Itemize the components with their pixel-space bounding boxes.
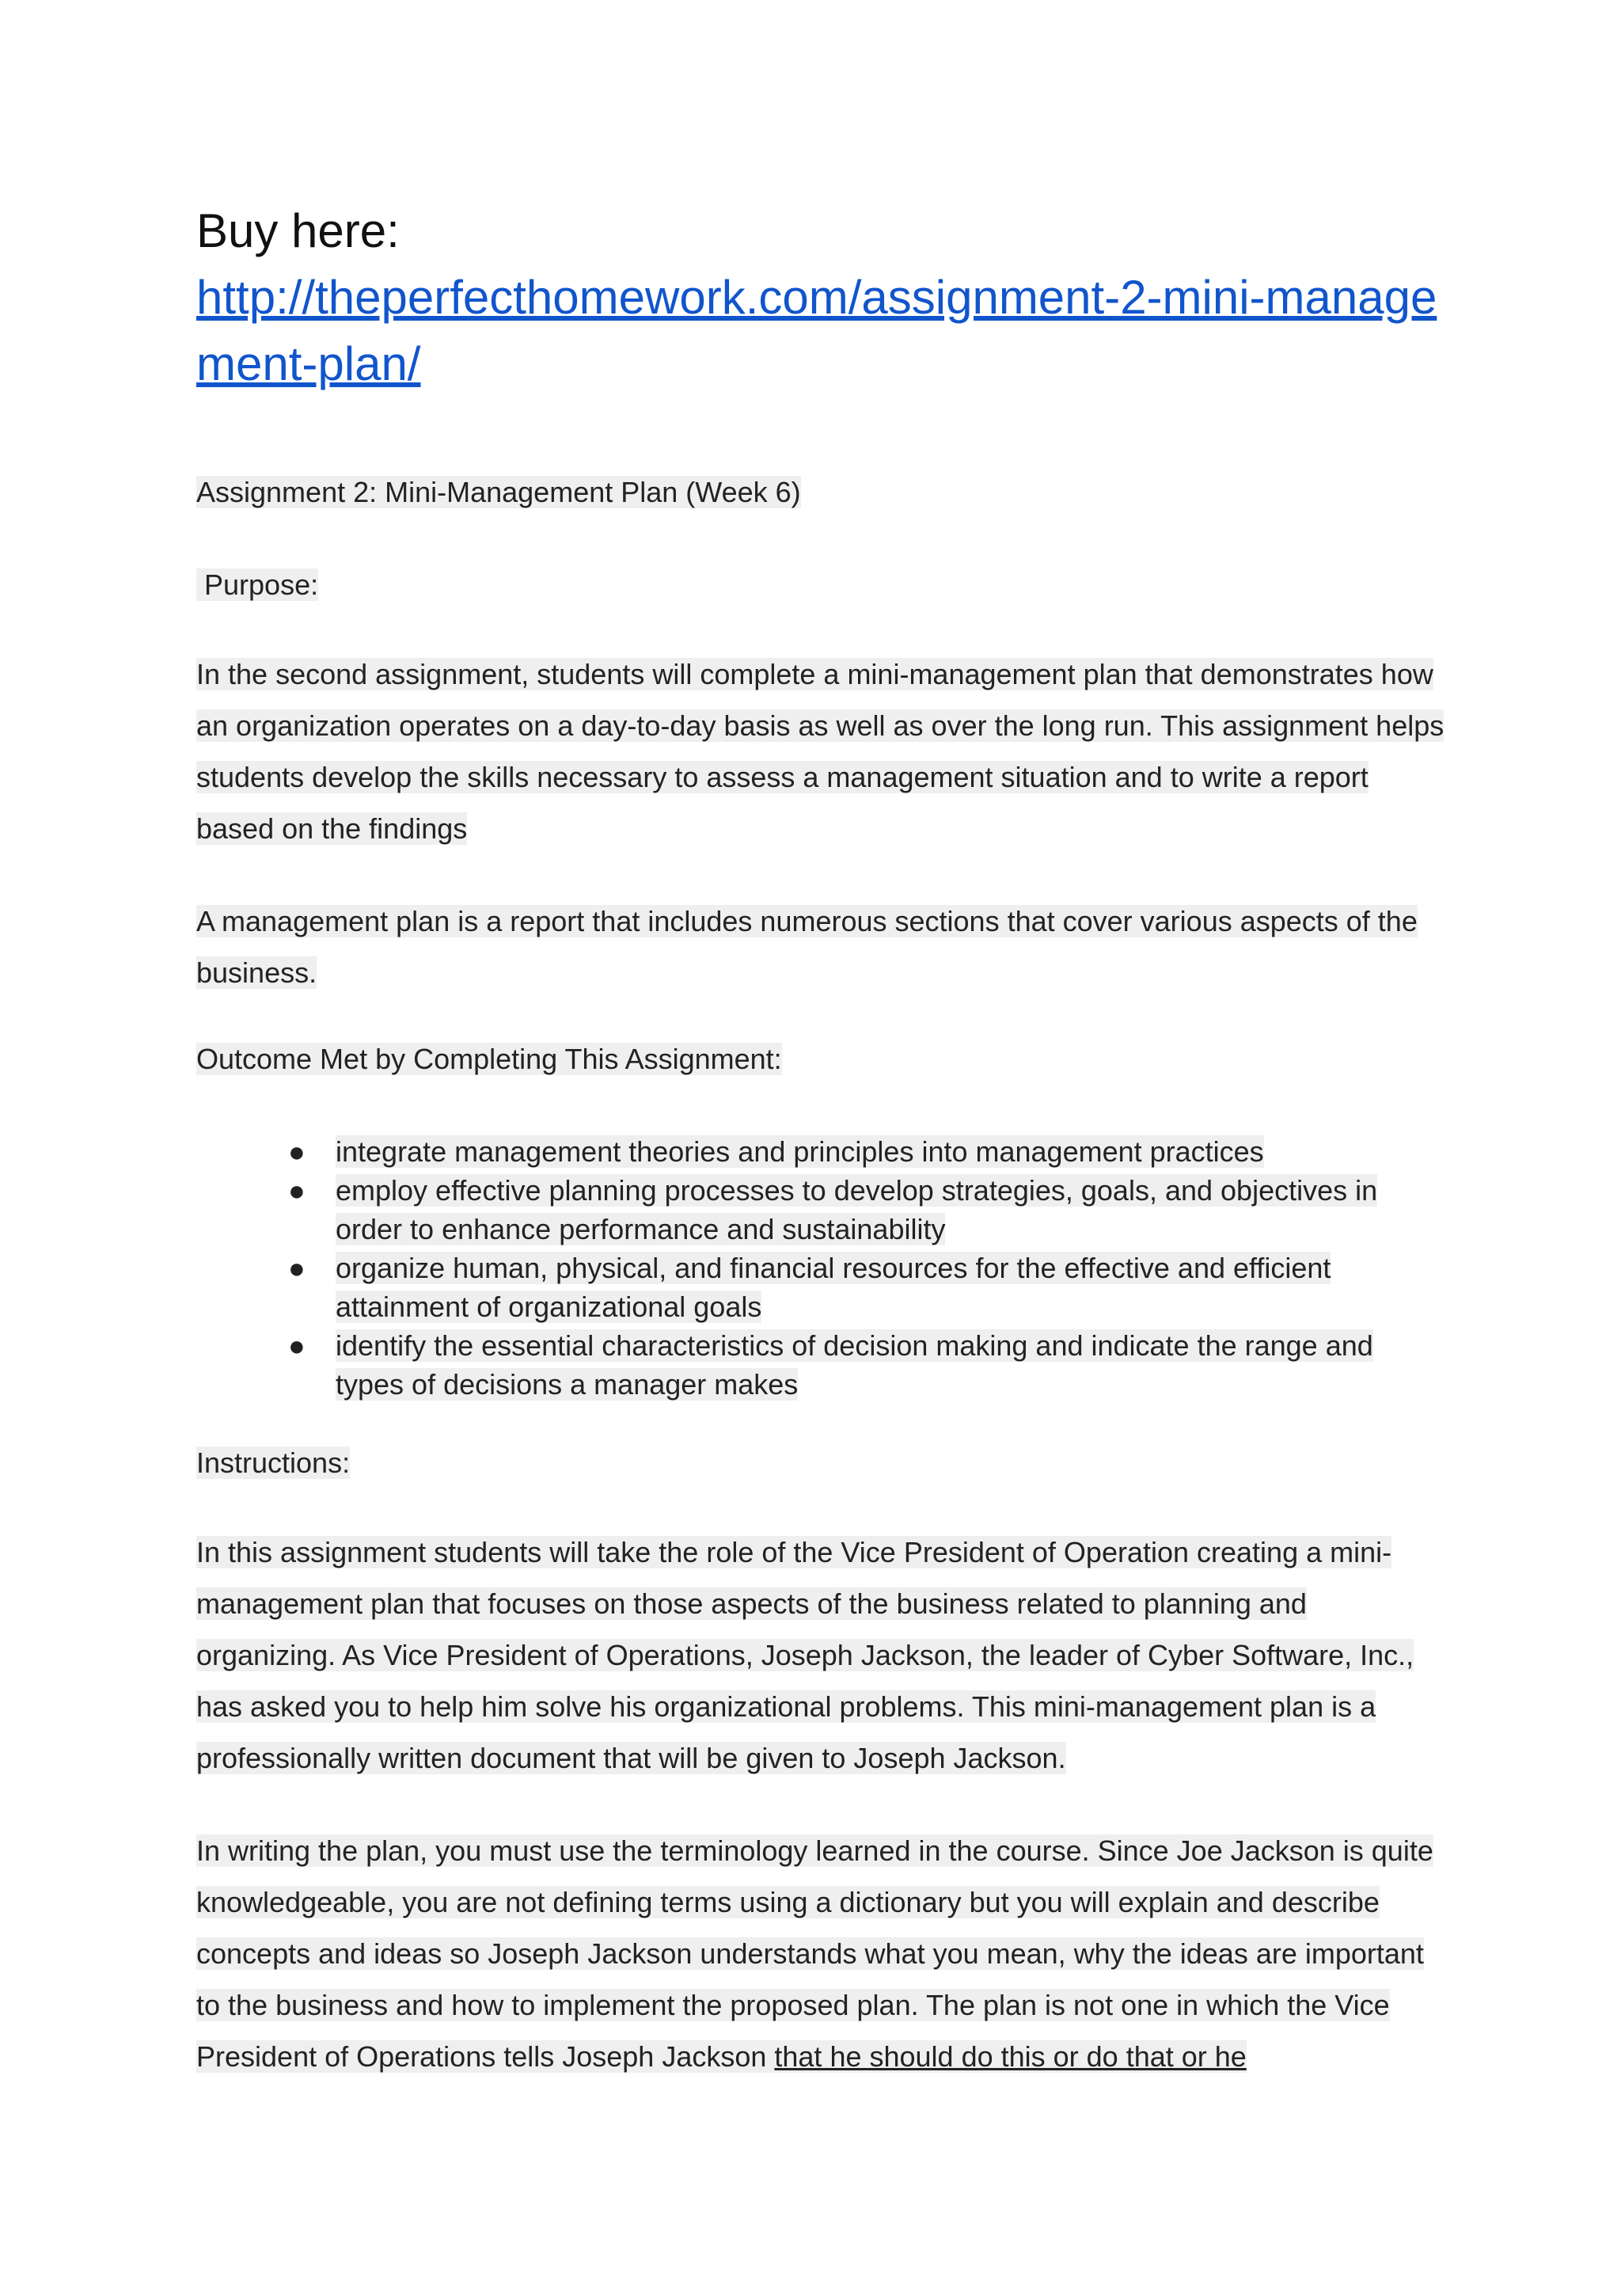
instructions-paragraph-2-text: In writing the plan, you must use the terminology learned in the course. Since Joe Jackson is quite knowledgeable, you are not defining terms using a dictionary but you will explain and describe concepts and ideas so Joseph Jackson understands what you mean, why the ideas are important to the business and how to implement the proposed plan. The plan is not one in which the Vice President of Operations tells Joseph Jackson (196, 1834, 1433, 2073)
buy-link[interactable]: http://theperfecthomework.com/assignment-2-mini-management-plan/ (196, 271, 1437, 390)
outcome-text: integrate management theories and principles into management practices (336, 1135, 1264, 1168)
list-item (288, 1171, 1447, 1249)
buy-here-label: Buy here: (196, 204, 400, 257)
bullet-icon: ● (288, 1252, 306, 1284)
outcome-text: employ effective planning processes to develop strategies, goals, and objectives in order to enhance performance and sustainability (336, 1174, 1378, 1245)
instructions-paragraph-2 (196, 1825, 1447, 2082)
outcome-text: identify the essential characteristics of decision making and indicate the range and types of decisions a manager makes (336, 1329, 1373, 1401)
document-page (196, 198, 1447, 2082)
instructions-paragraph-1 (196, 1526, 1447, 1784)
purpose-paragraph-2-text: A management plan is a report that includes numerous sections that cover various aspects of the business. (196, 905, 1418, 989)
list-item (288, 1249, 1447, 1326)
purpose-heading (196, 565, 1447, 605)
instructions-heading-text: Instructions: (196, 1446, 351, 1479)
purpose-paragraph-2 (196, 895, 1447, 998)
instructions-paragraph-2-underlined: that he should do this or do that or he (774, 2040, 1247, 2073)
list-item (288, 1132, 1447, 1171)
outcomes-list (196, 1132, 1447, 1404)
assignment-title-text: Assignment 2: Mini-Management Plan (Week 6) (196, 476, 801, 508)
bullet-icon: ● (288, 1329, 306, 1362)
purpose-paragraph-1-text: In the second assignment, students will complete a mini-management plan that demonstrates how an organization operates on a day-to-day basis as well as over the long run. This assignment helps students develop the skills necessary to assess a management situation and to write a report based on the findings (196, 658, 1444, 845)
bullet-icon: ● (288, 1135, 306, 1168)
outcome-text: organize human, physical, and financial resources for the effective and efficient attainment of organizational goals (336, 1252, 1331, 1323)
assignment-title (196, 473, 1447, 512)
instructions-heading (196, 1443, 1447, 1483)
outcome-heading-text: Outcome Met by Completing This Assignment: (196, 1043, 782, 1075)
purpose-heading-text: Purpose: (196, 568, 319, 601)
purpose-paragraph-1 (196, 648, 1447, 854)
instructions-paragraph-1-text: In this assignment students will take the role of the Vice President of Operation creating a mini-management plan that focuses on those aspects of the business related to planning and organizing. As Vice President of Operations, Joseph Jackson, the leader of Cyber Software, Inc., has asked you to help him solve his organizational problems. This mini-management plan is a professionally written document that will be given to Joseph Jackson. (196, 1536, 1414, 1774)
bullet-icon: ● (288, 1174, 306, 1207)
outcome-heading (196, 1040, 1447, 1079)
list-item (288, 1326, 1447, 1404)
